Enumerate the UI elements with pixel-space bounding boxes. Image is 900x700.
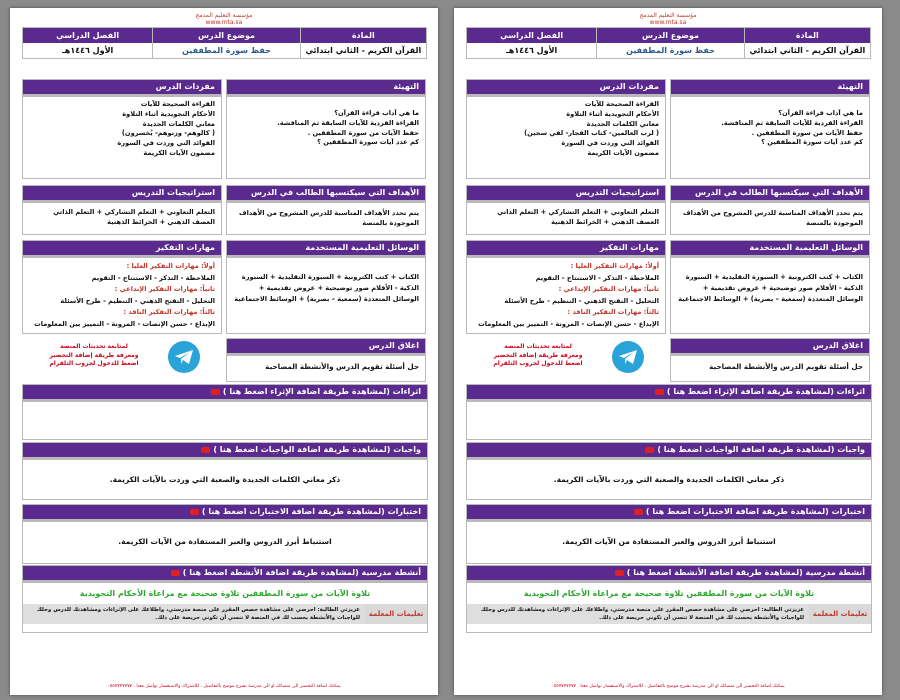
lesson-plan-page-right: [454, 8, 882, 695]
topic-value: حفظ سورة المطففين: [152, 43, 299, 58]
vocab-line: القراءة الصحيحة للآيات: [584, 100, 659, 108]
warmup-line: القراءة الفردية للآيات السابقة ثم المناقشة.: [721, 118, 863, 127]
homework-section: [22, 442, 428, 500]
video-icon: [634, 509, 643, 515]
thinking-line: التحليل - التفتح الذهني - التنظيم - طرح الأسئلة: [60, 296, 215, 305]
tests-section: [22, 504, 428, 564]
strategies-line: العصف الذهني + الخرائط الذهنية: [107, 217, 215, 226]
vocab-title: مفردات الدرس: [467, 80, 665, 97]
strategies-line: التعلم التعاوني + التعلم التشاركي + التعلم الذاتي: [497, 208, 659, 216]
closing-text: حل أسئلة تقويم الدرس والأنشطة المصاحبة: [265, 362, 419, 371]
media-title: الوسائل التعليمية المستخدمة: [671, 241, 869, 258]
closing-section: [670, 338, 870, 382]
thinking-line: ثالثاً: مهارات التفكير الناقد :: [567, 308, 659, 316]
activities-title-link[interactable]: [23, 566, 427, 583]
video-icon: [615, 570, 624, 576]
warmup-section: [226, 79, 426, 179]
video-icon: [645, 447, 654, 453]
warmup-line: كم عدد آيات سورة المطففين ؟: [761, 138, 863, 147]
teacher-notes: [23, 604, 427, 624]
activities-title: أنشطة مدرسية (لمشاهدة طريقة اضافة الأنشطة اضغط هنا ): [182, 568, 421, 577]
thinking-line: الملاحظة - التذكر - الاستنتاج - التقويم: [91, 273, 215, 282]
vocab-title: مفردات الدرس: [23, 80, 221, 97]
thinking-line: الإبداع - حسن الإنصات - المرونة - التمييز بين المعلومات: [34, 319, 215, 328]
strategies-line: التعلم التعاوني + التعلم التشاركي + التعلم الذاتي: [53, 208, 215, 216]
telegram-promo[interactable]: [28, 343, 160, 369]
video-icon: [201, 447, 210, 453]
strategies-section: [466, 185, 666, 235]
warmup-line: كم عدد آيات سورة المطففين ؟: [317, 138, 419, 147]
strategies-section: [22, 185, 222, 235]
teacher-notes-label: تعليمات المعلمة: [365, 604, 427, 624]
activities-text: تلاوة الآيات من سورة المطففين تلاوة صحيحة مع مراعاة الأحكام التجويدية: [523, 589, 815, 598]
activities-title: أنشطة مدرسية (لمشاهدة طريقة اضافة الأنشطة اضغط هنا ): [626, 568, 865, 577]
vocab-section: [22, 79, 222, 179]
promo-line: لمتابعة تحديثات المنصة: [60, 343, 128, 350]
video-icon: [211, 389, 220, 395]
activities-section: [466, 565, 872, 633]
thinking-line: ثانياً: مهارات التفكير الإبداعي :: [114, 285, 215, 293]
vocab-line: معاني الكلمات الجديدة: [586, 119, 659, 128]
page-footer: يمكنك اضافة التحضير الى منصاتك او الى مدرسة بشرح موضح بالتفاصيل ، للاشتراك والاستفسار تواصل معنا . ٠٥٥٧٧٧٧٧٧٧: [551, 684, 785, 689]
video-icon: [190, 509, 199, 515]
tests-text: استنباط أبرز الدروس والعبر المستفادة من الآيات الكريمة.: [562, 537, 776, 546]
warmup-line: القراءة الفردية للآيات السابقة ثم المناقشة.: [277, 118, 419, 127]
thinking-line: الملاحظة - التذكر - الاستنتاج - التقويم: [535, 273, 659, 282]
activities-section: [22, 565, 428, 633]
vocab-line: الأحكام التجويدية أثناء التلاوة: [566, 109, 659, 118]
media-title: الوسائل التعليمية المستخدمة: [227, 241, 425, 258]
enrichment-title: اثراءات (لمشاهدة طريقة اضافة الإثراء اضغط هنا ): [222, 387, 421, 396]
topic-header: موضوع الدرس: [152, 28, 299, 43]
enrichment-title: اثراءات (لمشاهدة طريقة اضافة الإثراء اضغط هنا ): [666, 387, 865, 396]
thinking-line: التحليل - التفتح الذهني - التنظيم - طرح الأسئلة: [504, 296, 659, 305]
subject-header: المادة: [744, 28, 870, 43]
homework-section: [466, 442, 872, 500]
vocab-line: الفوائد التي وردت في السورة: [561, 139, 659, 148]
telegram-icon[interactable]: [168, 341, 200, 373]
vocab-line: مضمون الآيات الكريمة: [587, 148, 659, 157]
teacher-notes-text: عزيزتي الطالبة: احرصي على مشاهدة حصص المقرر على منصة مدرستي، واطلاعك على الإثراءات ومشاهدتك للدرس وحلك للواجبات والأنشطة يحسب لك في المنصة لا تنسي أن تكوني حريصة على ذلك.: [467, 604, 809, 624]
enrichment-title-link[interactable]: [23, 385, 427, 402]
site-url[interactable]: www.mta.sa: [205, 19, 243, 26]
media-text: الكتاب + كتب الكترونية + السبورة التقليدية + السبورة الذكية - الأقلام صور توضيحية + عروض تقديمية + الوسائل المتعددة (سمعية – بصرية) + الوسائط الاجتماعية: [678, 273, 863, 303]
subject-header: المادة: [300, 28, 426, 43]
semester-header: الفصل الدراسي: [500, 31, 564, 40]
goals-section: [670, 185, 870, 235]
promo-line: ومعرفة طريقة إضافة التحضير: [493, 351, 583, 359]
organization-name: مؤسسة التعليم المدمج: [639, 12, 697, 19]
site-url[interactable]: www.mta.sa: [649, 19, 687, 26]
promo-line: اضغط للدخول لجروب التلقرام: [49, 360, 139, 367]
lesson-plan-page-left: [10, 8, 438, 695]
tests-title-link[interactable]: [467, 505, 871, 522]
warmup-line: حفظ الآيات من سورة المطففين .: [307, 128, 419, 137]
activities-title-link[interactable]: [467, 566, 871, 583]
closing-title: اغلاق الدرس: [671, 339, 869, 356]
telegram-icon[interactable]: [612, 341, 644, 373]
closing-title: اغلاق الدرس: [227, 339, 425, 356]
teacher-notes-text: عزيزتي الطالبة: احرصي على مشاهدة حصص المقرر على منصة مدرستي، واطلاعك على الإثراءات ومشاهدتك للدرس وحلك للواجبات والأنشطة يحسب لك في المنصة لا تنسي أن تكوني حريصة على ذلك.: [23, 604, 365, 624]
strategies-title: استراتيجيات التدريس: [23, 186, 221, 203]
promo-line: اضغط للدخول لجروب التلقرام: [493, 360, 583, 367]
warmup-title: التهيئة: [671, 80, 869, 97]
warmup-line: ما هي آداب قراءة القرآن؟: [334, 109, 419, 117]
vocab-section: [466, 79, 666, 179]
goals-section: [226, 185, 426, 235]
thinking-line: أولاً: مهارات التفكير العليا :: [126, 262, 215, 270]
goals-title: الأهداف التي سيكتسبها الطالب في الدرس: [671, 186, 869, 203]
promo-line: ومعرفة طريقة إضافة التحضير: [49, 351, 139, 359]
subject-value: القرآن الكريم - الثاني ابتدائي: [300, 43, 426, 58]
homework-title-link[interactable]: [23, 443, 427, 460]
homework-title: واجبات (لمشاهدة طريقة اضافة الواجبات اضغط هنا ): [213, 445, 421, 454]
homework-text: ذكر معاني الكلمات الجديدة والصعبة التي وردت بالآيات الكريمة.: [109, 475, 341, 484]
vocab-line: معاني الكلمات الجديدة: [142, 119, 215, 128]
tests-title: اختبارات (لمشاهدة طريقة اضافة الاختبارات اضغط هنا ): [201, 507, 421, 516]
vocab-line: ( كالوهم- وزنوهم- يُخسرون): [121, 129, 215, 138]
tests-title: اختبارات (لمشاهدة طريقة اضافة الاختبارات اضغط هنا ): [645, 507, 865, 516]
telegram-promo[interactable]: [472, 343, 604, 369]
warmup-title: التهيئة: [227, 80, 425, 97]
vocab-line: الفوائد التي وردت في السورة: [117, 139, 215, 148]
page-footer: يمكنك اضافة التحضير الى منصاتك او الى مدرسة بشرح موضح بالتفاصيل ، للاشتراك والاستفسار تواصل معنا . ٠٥٥٧٧٧٧٧٧٧: [107, 684, 341, 689]
vocab-line: القراءة الصحيحة للآيات: [140, 100, 215, 108]
semester-value: الأول ١٤٤٦هـ: [506, 46, 558, 55]
thinking-section: [466, 240, 666, 334]
topic-value: حفظ سورة المطففين: [596, 43, 743, 58]
tests-title-link[interactable]: [23, 505, 427, 522]
vocab-line: ( لرب العالمين- كتاب الفجار- لفي سجين): [524, 129, 659, 138]
vocab-line: الأحكام التجويدية أثناء التلاوة: [122, 109, 215, 118]
tests-section: [466, 504, 872, 564]
teacher-notes: [467, 604, 871, 624]
warmup-line: ما هي آداب قراءة القرآن؟: [778, 109, 863, 117]
media-text: الكتاب + كتب الكترونية + السبورة التقليدية + السبورة الذكية - الأقلام صور توضيحية + عروض تقديمية + الوسائل المتعددة (سمعية – بصرية) + الوسائط الاجتماعية: [234, 273, 419, 303]
vocab-line: مضمون الآيات الكريمة: [143, 148, 215, 157]
homework-title: واجبات (لمشاهدة طريقة اضافة الواجبات اضغط هنا ): [657, 445, 865, 454]
teacher-notes-label: تعليمات المعلمة: [809, 604, 871, 624]
strategies-line: العصف الذهني + الخرائط الذهنية: [551, 217, 659, 226]
promo-line: لمتابعة تحديثات المنصة: [504, 343, 572, 350]
tests-text: استنباط أبرز الدروس والعبر المستفادة من الآيات الكريمة.: [118, 537, 332, 546]
homework-text: ذكر معاني الكلمات الجديدة والصعبة التي وردت بالآيات الكريمة.: [553, 475, 785, 484]
thinking-section: [22, 240, 222, 334]
enrichment-title-link[interactable]: [467, 385, 871, 402]
thinking-line: ثالثاً: مهارات التفكير الناقد :: [123, 308, 215, 316]
activities-text: تلاوة الآيات من سورة المطففين تلاوة صحيحة مع مراعاة الأحكام التجويدية: [79, 589, 371, 598]
thinking-title: مهارات التفكير: [467, 241, 665, 258]
lesson-info-table: [466, 27, 871, 59]
homework-title-link[interactable]: [467, 443, 871, 460]
video-icon: [171, 570, 180, 576]
topic-header: موضوع الدرس: [596, 28, 743, 43]
thinking-line: أولاً: مهارات التفكير العليا :: [570, 262, 659, 270]
semester-value: الأول ١٤٤٦هـ: [62, 46, 114, 55]
strategies-title: استراتيجيات التدريس: [467, 186, 665, 203]
goals-text: يتم تحدد الأهداف المناسبة للدرس المشروح من الأهداف الموجودة بالمنصة: [683, 209, 863, 227]
thinking-title: مهارات التفكير: [23, 241, 221, 258]
goals-title: الأهداف التي سيكتسبها الطالب في الدرس: [227, 186, 425, 203]
closing-section: [226, 338, 426, 382]
lesson-info-table: [22, 27, 427, 59]
organization-name: مؤسسة التعليم المدمج: [195, 12, 253, 19]
enrichment-section: [466, 384, 872, 440]
warmup-line: حفظ الآيات من سورة المطففين .: [751, 128, 863, 137]
thinking-line: ثانياً: مهارات التفكير الإبداعي :: [558, 285, 659, 293]
video-icon: [655, 389, 664, 395]
goals-text: يتم تحدد الأهداف المناسبة للدرس المشروح من الأهداف الموجودة بالمنصة: [239, 209, 419, 227]
closing-text: حل أسئلة تقويم الدرس والأنشطة المصاحبة: [709, 362, 863, 371]
media-section: [670, 240, 870, 334]
warmup-section: [670, 79, 870, 179]
media-section: [226, 240, 426, 334]
enrichment-section: [22, 384, 428, 440]
subject-value: القرآن الكريم - الثاني ابتدائي: [744, 43, 870, 58]
semester-header: الفصل الدراسي: [56, 31, 120, 40]
thinking-line: الإبداع - حسن الإنصات - المرونة - التمييز بين المعلومات: [478, 319, 659, 328]
